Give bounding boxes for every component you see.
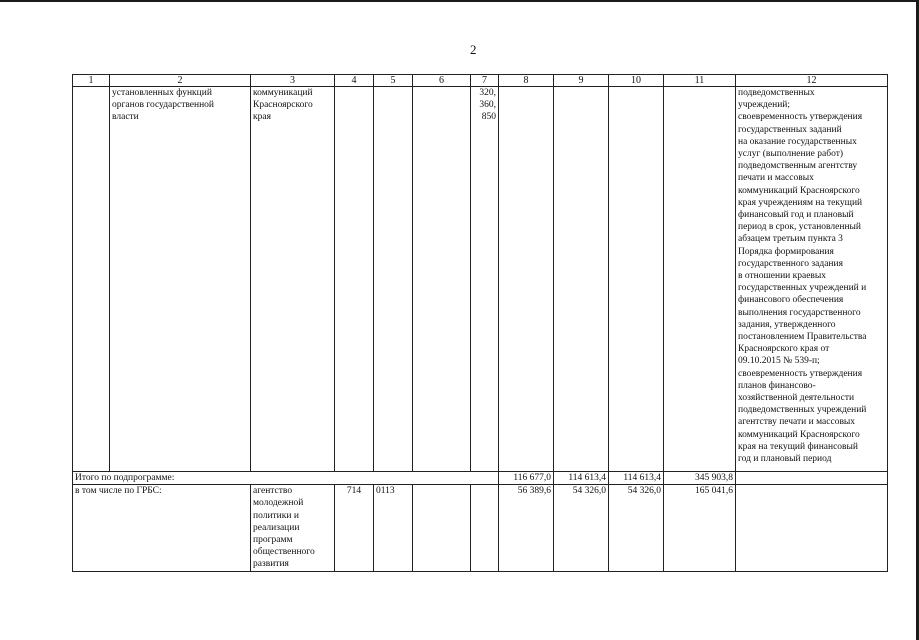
total-value-cell: 345 903,8 — [664, 472, 736, 485]
table-row-total — [73, 472, 888, 485]
measure-description-cell: установленных функций органов государственной власти — [110, 87, 251, 472]
page-number: 2 — [470, 42, 477, 57]
table-cell — [73, 87, 110, 472]
table-cell — [413, 87, 471, 472]
budget-table — [72, 74, 888, 572]
table-cell — [374, 87, 413, 472]
grbs-value-cell: 56 389,6 — [499, 485, 554, 571]
table-cell — [413, 485, 471, 571]
table-cell — [471, 485, 499, 571]
header-row — [73, 75, 888, 87]
table-cell — [609, 87, 664, 472]
expected-result-cell: подведомственных учреждений; своевременность утверждения государственных заданий на оказание государственных услуг (выполнение работ) подведомственным агентству печати и массовых коммуникаций Красноярского края учреждениям на текущий финансовый год и плановый период в срок, установленный абзацем третьим пункта 3 Порядка формирования государственного задания в отношении краевых государственных учреждений и финансового обеспечения выполнения государственного задания, утвержденного постановлением Правительства Красноярского края от 09.10.2015 № 539-п; своевременность утверждения планов финансово- хозяйственной деятельности подведомственных учреждений агентству печати и массовых коммуникаций Красноярского края на текущий финансовый год и плановый период — [736, 87, 888, 472]
header-cell: 1 — [73, 75, 110, 87]
total-value-cell: 114 613,4 — [554, 472, 609, 485]
table-row-measure — [73, 87, 888, 472]
header-cell: 9 — [554, 75, 609, 87]
table-cell — [736, 472, 888, 485]
grbs-value-cell: 54 326,0 — [554, 485, 609, 571]
section-code-cell: 0113 — [374, 485, 413, 571]
scan-edge-top — [0, 0, 919, 2]
header-cell: 11 — [664, 75, 736, 87]
header-cell: 8 — [499, 75, 554, 87]
administrator-cell: коммуникаций Красноярского края — [251, 87, 335, 472]
total-value-cell: 114 613,4 — [609, 472, 664, 485]
header-cell: 6 — [413, 75, 471, 87]
expense-type-cell: 320, 360, 850 — [471, 87, 499, 472]
total-value-cell: 116 677,0 — [499, 472, 554, 485]
grbs-name-cell: агентство молодежной политики и реализации программ общественного развития — [251, 485, 335, 571]
grbs-label-cell: в том числе по ГРБС: — [73, 485, 251, 571]
header-cell: 4 — [335, 75, 374, 87]
grbs-value-cell: 165 041,6 — [664, 485, 736, 571]
table-cell — [736, 485, 888, 571]
total-label-cell: Итого по подпрограмме: — [73, 472, 499, 485]
header-cell: 3 — [251, 75, 335, 87]
grbs-code-cell: 714 — [335, 485, 374, 571]
grbs-value-cell: 54 326,0 — [609, 485, 664, 571]
table-cell — [664, 87, 736, 472]
header-cell: 5 — [374, 75, 413, 87]
header-cell: 7 — [471, 75, 499, 87]
table-row-grbs — [73, 485, 888, 571]
header-cell: 2 — [110, 75, 251, 87]
table-cell — [335, 87, 374, 472]
header-cell: 10 — [609, 75, 664, 87]
table-cell — [554, 87, 609, 472]
table-cell — [499, 87, 554, 472]
header-cell: 12 — [736, 75, 888, 87]
